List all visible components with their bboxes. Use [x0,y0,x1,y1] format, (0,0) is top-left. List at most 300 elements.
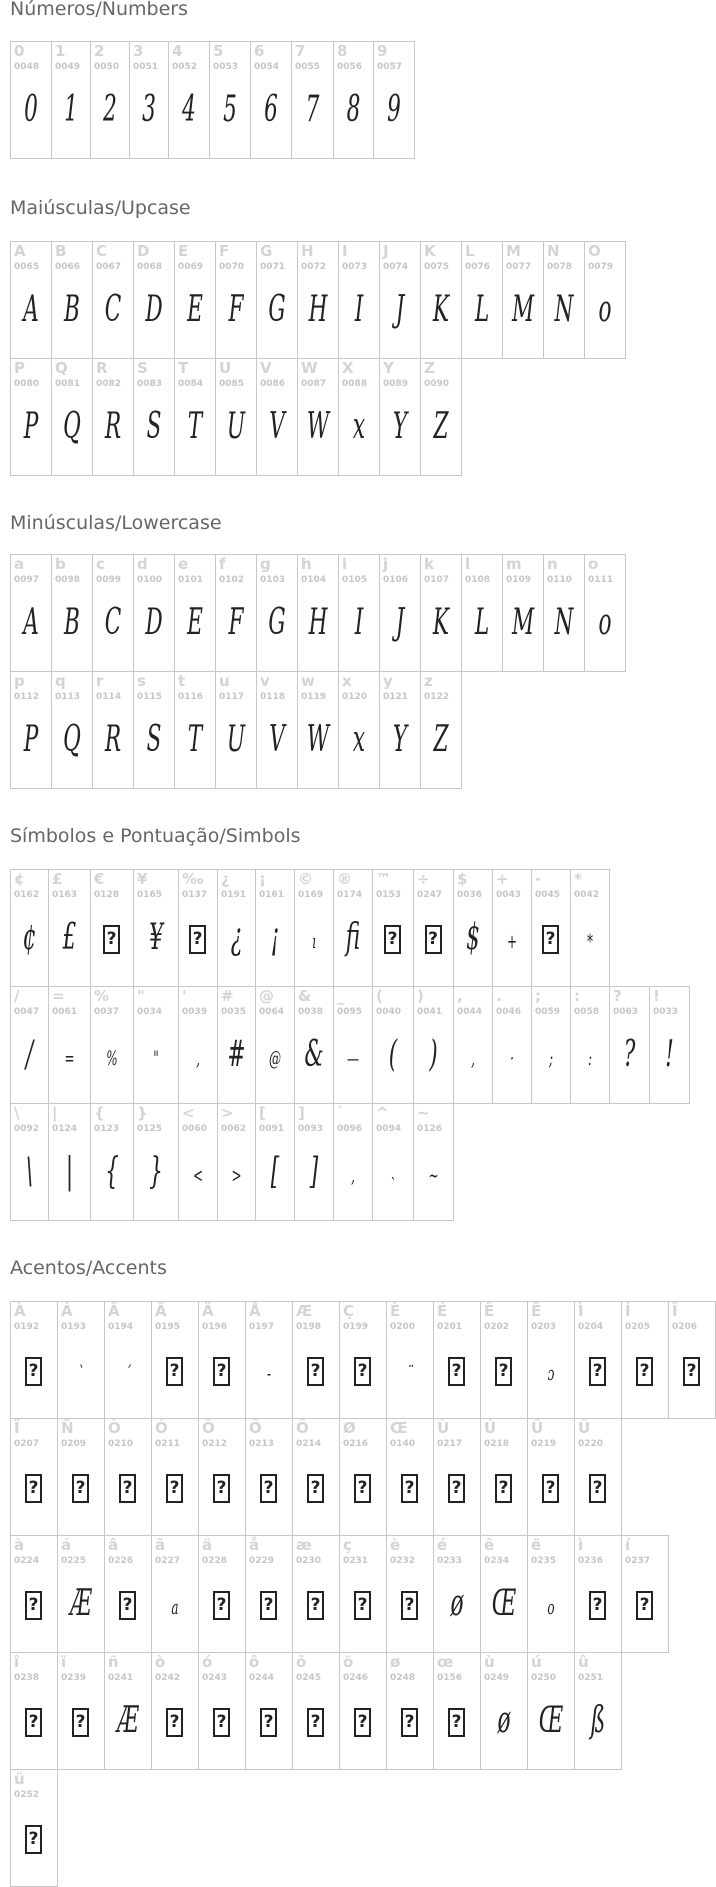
char-code: 0093 [298,1124,324,1134]
character-label: Ø [343,1419,356,1437]
character-label: å [249,1536,260,1554]
glyph-sample: fi [345,917,361,958]
char-code: 0245 [296,1673,322,1683]
character-label: ö [343,1653,354,1671]
char-code: 0235 [531,1556,557,1566]
glyph-cell [333,41,374,159]
character-label: > [221,1104,234,1122]
char-code: 0212 [202,1439,228,1449]
character-label: @ [259,987,274,1005]
glyph-cell [92,554,134,672]
character-label: , [457,987,463,1005]
glyph-sample: ¨ [407,1361,413,1385]
char-code: 0126 [417,1124,443,1134]
glyph-cell [57,1535,105,1653]
character-label: ä [202,1536,213,1554]
glyph-cell [297,241,339,359]
glyph-cell [104,1418,152,1536]
character-label: Y [383,359,394,377]
glyph-cell [174,671,216,789]
glyph-cell [574,1418,622,1536]
char-code: 0046 [496,1007,522,1017]
character-label: ] [298,1104,305,1122]
character-label: _ [337,987,345,1005]
glyph-cell [133,986,179,1104]
glyph-cell [543,554,585,672]
missing-glyph-box: ? [354,1591,371,1620]
missing-glyph-box: ? [384,925,401,954]
character-label: É [437,1302,448,1320]
glyph-cell [574,1535,622,1653]
char-code: 0059 [535,1007,561,1017]
character-label: I [342,242,348,260]
glyph-sample: D [145,602,163,643]
character-label: ÷ [417,870,430,888]
glyph-cell [492,986,532,1104]
char-code: 0220 [578,1439,604,1449]
char-code: 0062 [221,1124,247,1134]
char-code: 0068 [137,262,163,272]
glyph-cell [570,869,610,987]
glyph-cell [668,1301,716,1419]
char-code: 0228 [202,1556,228,1566]
glyph-cell [133,869,179,987]
glyph-cell [209,41,251,159]
glyph-cell [502,241,544,359]
character-label: s [137,672,146,690]
glyph-cell [379,554,421,672]
glyph-cell [90,986,134,1104]
missing-glyph-box: ? [119,1591,136,1620]
glyph-cell [338,554,380,672]
char-code: 0110 [547,575,573,585]
character-label: ô [249,1653,260,1671]
glyph-cell [129,41,169,159]
glyph-cell [480,1418,528,1536]
character-label: j [383,555,389,573]
char-code: 0191 [221,890,247,900]
character-label: Û [531,1419,544,1437]
char-code: 0219 [531,1439,557,1449]
char-code: 0196 [202,1322,228,1332]
char-code: 0097 [14,575,40,585]
char-code: 0091 [259,1124,285,1134]
glyph-sample: P [23,406,39,447]
character-label: } [137,1104,148,1122]
glyph-sample: S [146,719,162,760]
glyph-row [10,986,690,1104]
glyph-cell [215,671,257,789]
glyph-cell [178,869,218,987]
character-label: | [52,1104,58,1122]
char-code: 0204 [578,1322,604,1332]
glyph-sample: Y [392,719,408,760]
glyph-sample: J [395,289,405,330]
char-code: 0036 [457,890,483,900]
glyph-sample: K [432,289,450,330]
glyph-sample: N [554,289,574,330]
character-label: # [221,987,234,1005]
glyph-sample: ¥ [149,917,163,958]
glyph-cell [527,1418,575,1536]
glyph-sample: } [149,1151,163,1192]
glyph-sample: o [547,1595,555,1619]
glyph-cell [292,1535,340,1653]
char-code: 0251 [578,1673,604,1683]
char-code: 0098 [55,575,81,585]
glyph-sample: : [587,1046,593,1070]
glyph-cell [372,869,414,987]
glyph-row [10,41,415,159]
char-code: 0198 [296,1322,322,1332]
character-label: + [496,870,509,888]
character-label: : [574,987,580,1005]
section-title: Acentos/Accents [10,1257,167,1279]
glyph-cell [48,869,91,987]
glyph-sample: E [187,602,203,643]
glyph-sample: ? [623,1034,636,1075]
glyph-sample: o [598,289,612,330]
character-label: Q [55,359,68,377]
char-code: 0161 [259,890,285,900]
char-code: 0100 [137,575,163,585]
glyph-sample: 4 [182,89,196,130]
character-label: N [547,242,560,260]
glyph-cell [386,1418,434,1536]
glyph-cell [584,241,626,359]
glyph-cell [480,1652,528,1770]
glyph-sample: V [269,406,285,447]
character-label: { [94,1104,105,1122]
character-label: ; [535,987,541,1005]
glyph-cell [104,1535,152,1653]
glyph-cell [245,1418,293,1536]
char-code: 0088 [342,379,368,389]
character-label: v [260,672,270,690]
character-label: i [342,555,348,573]
char-code: 0163 [52,890,78,900]
character-label: 2 [94,42,105,60]
character-label: ) [417,987,424,1005]
character-label: í [625,1536,631,1554]
glyph-cell [339,1418,387,1536]
glyph-cell [333,986,373,1104]
missing-glyph-box: ? [425,925,442,954]
character-label: ã [155,1536,166,1554]
glyph-sample: M [511,289,535,330]
missing-glyph-box: ? [401,1708,418,1737]
glyph-cell [10,1301,58,1419]
character-label: e [178,555,189,573]
glyph-sample: E [187,289,203,330]
char-code: 0087 [301,379,327,389]
character-label: F [219,242,230,260]
glyph-cell [256,671,298,789]
character-label: ¢ [14,870,25,888]
char-code: 0230 [296,1556,322,1566]
missing-glyph-box: ? [25,1591,42,1620]
char-code: 0096 [337,1124,363,1134]
character-label: 0 [14,42,25,60]
character-label: l [465,555,471,573]
character-label: Œ [390,1419,408,1437]
glyph-sample: ¿ [230,917,243,958]
character-label: L [465,242,475,260]
missing-glyph-box: ? [636,1357,653,1386]
glyph-cell [543,241,585,359]
character-label: ñ [108,1653,119,1671]
glyph-cell [57,1301,105,1419]
character-label: € [94,870,105,888]
character-label: U [219,359,232,377]
glyph-cell [338,671,380,789]
char-code: 0054 [254,62,280,72]
char-code: 0038 [298,1007,324,1017]
char-code: 0076 [465,262,491,272]
glyph-sample: [ [270,1151,280,1192]
glyph-sample: C [104,289,122,330]
character-label: 7 [295,42,306,60]
character-label: o [588,555,599,573]
glyph-sample: R [104,719,122,760]
character-label: K [424,242,436,260]
character-label: W [301,359,318,377]
glyph-cell [51,241,93,359]
glyph-cell [574,1652,622,1770]
character-label: a [14,555,25,573]
glyph-sample: - [266,1361,272,1385]
character-label: k [424,555,434,573]
char-code: 0067 [96,262,122,272]
character-label: Å [249,1302,261,1320]
glyph-sample: $ [466,917,480,958]
char-code: 0122 [424,692,450,702]
glyph-cell [574,1301,622,1419]
character-label: Z [424,359,435,377]
missing-glyph-box: ? [260,1474,277,1503]
glyph-cell [333,1103,373,1221]
glyph-sample: N [554,602,574,643]
character-label: E [178,242,189,260]
character-label: ç [343,1536,352,1554]
glyph-sample: U [226,406,246,447]
glyph-cell [291,41,334,159]
glyph-cell [649,986,690,1104]
char-code: 0214 [296,1439,322,1449]
glyph-sample: a [171,1595,179,1619]
glyph-cell [461,241,503,359]
glyph-cell [433,1535,481,1653]
missing-glyph-box: ? [495,1357,512,1386]
char-code: 0117 [219,692,245,702]
glyph-cell [51,671,93,789]
character-label: w [301,672,315,690]
glyph-cell [10,869,49,987]
char-code: 0099 [96,575,122,585]
glyph-cell [292,1652,340,1770]
char-code: 0112 [14,692,40,702]
glyph-sample: S [146,406,162,447]
character-label: & [298,987,312,1005]
character-label: D [137,242,150,260]
missing-glyph-box: ? [354,1474,371,1503]
glyph-cell [245,1652,293,1770]
char-code: 0238 [14,1673,40,1683]
char-code: 0244 [249,1673,275,1683]
character-label: ø [390,1653,401,1671]
missing-glyph-box: ? [448,1708,465,1737]
char-code: 0041 [417,1007,443,1017]
character-label: ! [653,987,660,1005]
glyph-cell [92,671,134,789]
char-code: 0246 [343,1673,369,1683]
glyph-sample: Œ [538,1700,564,1741]
character-label: $ [457,870,468,888]
character-label: 3 [133,42,144,60]
char-code: 0064 [259,1007,285,1017]
glyph-cell [584,554,626,672]
glyph-sample: Œ [491,1583,517,1624]
character-label: x [342,672,352,690]
glyph-sample: P [23,719,39,760]
glyph-sample: R [104,406,122,447]
character-label: B [55,242,67,260]
glyph-cell [420,554,462,672]
char-code: 0103 [260,575,286,585]
char-code: 0247 [417,890,443,900]
glyph-sample: I [354,602,364,643]
character-label: Ç [343,1302,355,1320]
missing-glyph-box: ? [260,1708,277,1737]
character-label: c [96,555,105,573]
char-code: 0193 [61,1322,87,1332]
glyph-sample: & [304,1034,324,1075]
glyph-sample: ø [450,1583,464,1624]
glyph-cell [133,554,175,672]
character-label: Æ [296,1302,313,1320]
glyph-sample: 1 [64,89,78,130]
glyph-cell [338,358,380,476]
char-code: 0203 [531,1322,557,1332]
glyph-cell [217,1103,256,1221]
char-code: 0115 [137,692,163,702]
glyph-sample: ! [665,1034,674,1075]
character-label: Â [108,1302,120,1320]
missing-glyph-box: ? [636,1591,653,1620]
missing-glyph-box: ? [166,1357,183,1386]
character-label: * [574,870,582,888]
glyph-cell [10,1535,58,1653]
glyph-sample: L [474,289,490,330]
char-code: 0236 [578,1556,604,1566]
char-code: 0044 [457,1007,483,1017]
glyph-cell [480,1301,528,1419]
character-label: é [437,1536,448,1554]
glyph-cell [133,358,175,476]
glyph-sample: + [506,929,518,953]
glyph-sample: / [25,1034,34,1075]
glyph-sample: ø [497,1700,511,1741]
character-label: ` [337,1104,345,1122]
char-code: 0224 [14,1556,40,1566]
character-label: O [588,242,601,260]
missing-glyph-box: ? [354,1357,371,1386]
missing-glyph-box: ? [448,1474,465,1503]
glyph-cell [104,1301,152,1419]
glyph-sample: · [510,1046,514,1070]
missing-glyph-box: ? [260,1591,277,1620]
missing-glyph-box: ? [542,1474,559,1503]
glyph-sample: G [268,289,286,330]
char-code: 0231 [343,1556,369,1566]
character-label: ¡ [259,870,266,888]
character-label: è [390,1536,401,1554]
missing-glyph-box: ? [166,1474,183,1503]
glyph-sample: # [227,1034,246,1075]
char-code: 0207 [14,1439,40,1449]
char-code: 0205 [625,1322,651,1332]
glyph-sample: Z [433,719,449,760]
char-code: 0104 [301,575,327,585]
character-label: z [424,672,433,690]
glyph-cell [92,358,134,476]
glyph-sample: J [395,602,405,643]
character-label: ™ [376,870,391,888]
glyph-cell [297,671,339,789]
char-code: 0226 [108,1556,134,1566]
char-code: 0072 [301,262,327,272]
glyph-cell [339,1652,387,1770]
glyph-cell [339,1535,387,1653]
glyph-cell [250,41,292,159]
glyph-sample: Y [392,406,408,447]
missing-glyph-box: ? [25,1474,42,1503]
glyph-cell [57,1418,105,1536]
glyph-cell [10,554,52,672]
character-label: G [260,242,273,260]
char-code: 0034 [137,1007,163,1017]
glyph-cell [531,869,571,987]
glyph-cell [297,358,339,476]
character-label: ? [613,987,622,1005]
missing-glyph-box: ? [589,1357,606,1386]
char-code: 0209 [61,1439,87,1449]
glyph-cell [386,1652,434,1770]
char-code: 0066 [55,262,81,272]
character-label: ù [484,1653,495,1671]
character-label: ò [155,1653,166,1671]
character-label: 9 [377,42,388,60]
char-code: 0109 [506,575,532,585]
missing-glyph-box: ? [354,1708,371,1737]
character-label: ú [531,1653,542,1671]
missing-glyph-box: ? [213,1474,230,1503]
glyph-cell [133,671,175,789]
character-label: ^ [376,1104,389,1122]
character-label: H [301,242,314,260]
missing-glyph-box: ? [189,925,206,954]
character-label: g [260,555,271,573]
glyph-cell [51,41,91,159]
glyph-cell [294,986,334,1104]
character-label: . [496,987,502,1005]
char-code: 0128 [94,890,120,900]
char-code: 0078 [547,262,573,272]
glyph-cell [255,986,295,1104]
char-code: 0074 [383,262,409,272]
character-label: Ú [484,1419,497,1437]
glyph-sample: T [187,406,203,447]
